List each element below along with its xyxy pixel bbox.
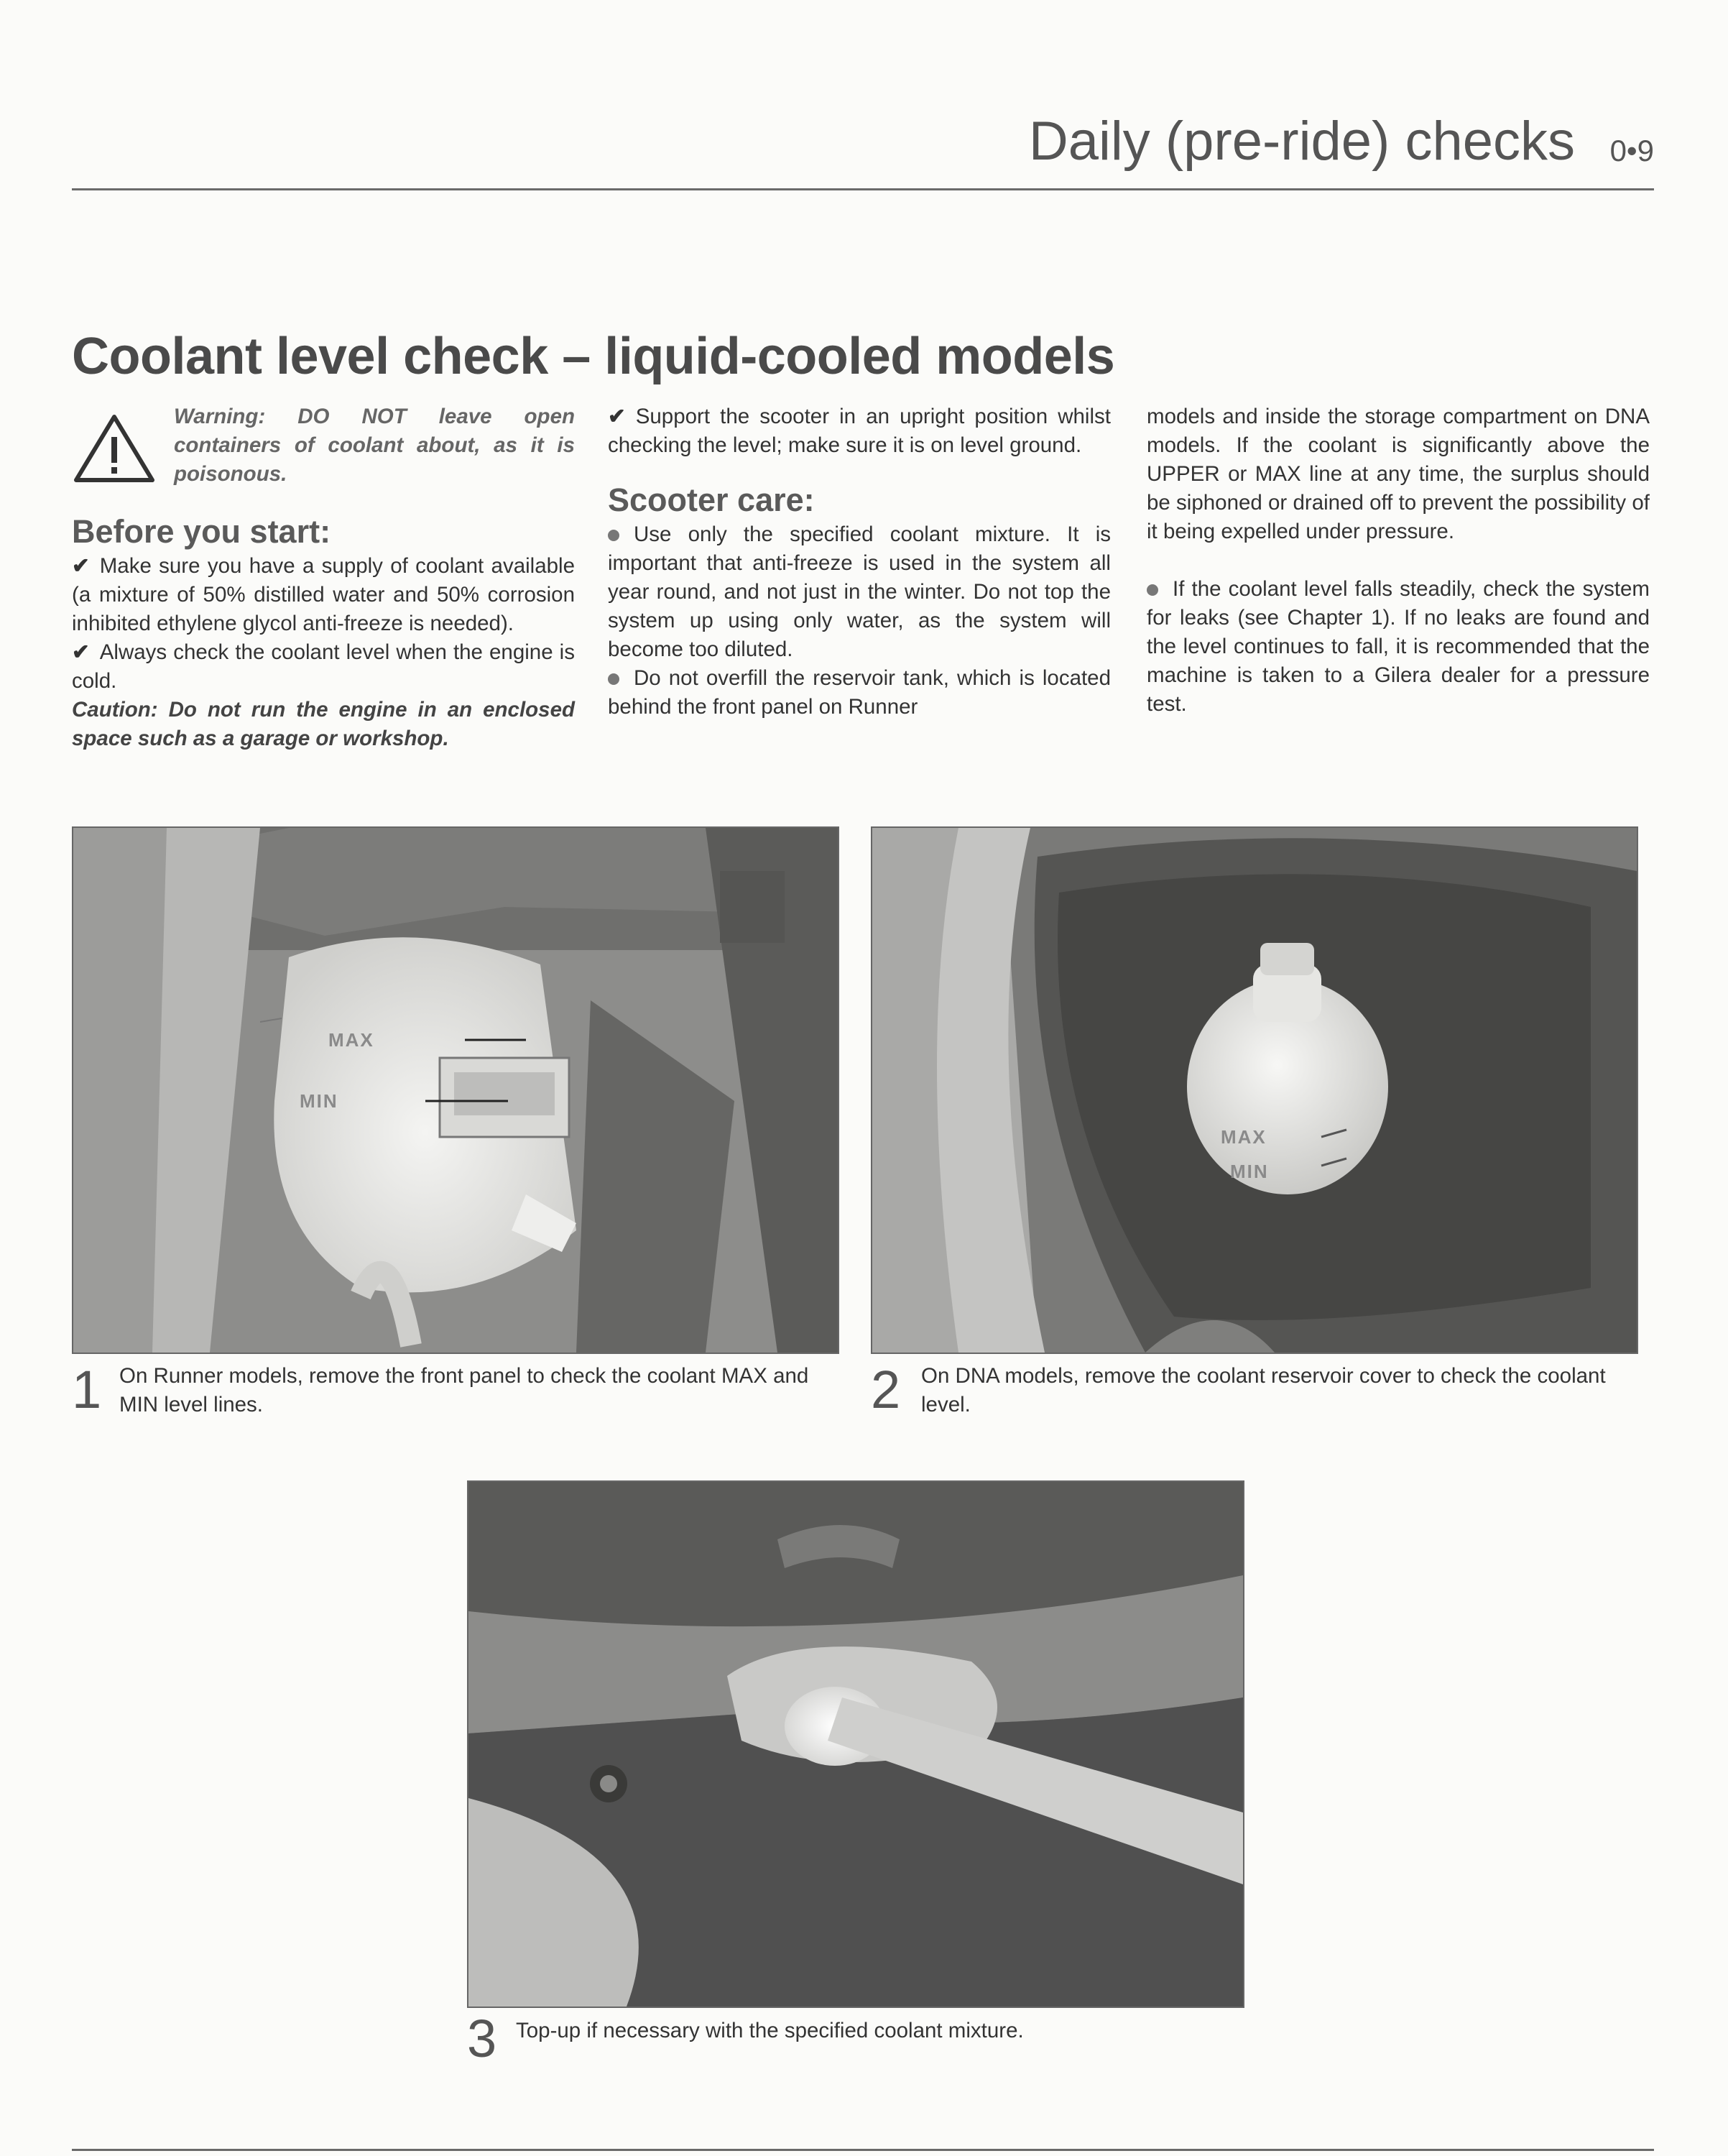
- tick-item: [72, 552, 575, 638]
- caption-text: On Runner models, remove the front panel to check the coolant MAX and MIN level lines.: [119, 1364, 809, 1416]
- tick-text: Support the scooter in an upright position whilst checking the level; make sure it is on level ground.: [608, 405, 1111, 457]
- section-title: Coolant level check – liquid-cooled models: [72, 328, 1115, 385]
- chapter-title: Daily (pre-ride) checks: [1028, 111, 1575, 172]
- before-you-start-heading: Before you start:: [72, 513, 331, 550]
- tick-item: [72, 638, 575, 696]
- min-label: MIN: [300, 1090, 338, 1112]
- bullet-icon: [1147, 584, 1158, 596]
- bullet-text: Use only the specified coolant mixture. It is important that anti-freeze is used in the system all year round, and not just in the winter. Do not top the system up using only water, as the system will become too diluted.: [608, 522, 1111, 661]
- caption-number: 3: [467, 2009, 497, 2068]
- caption-3: [467, 2009, 1242, 2070]
- text-column-2: [608, 402, 1111, 722]
- bullet-item: [1147, 575, 1650, 719]
- photo-image: [872, 828, 1637, 1353]
- bullet-continuation: models and inside the storage compartment on DNA models. If the coolant is significantly above the UPPER or MAX line at any time, the surplus should be siphoned or drained off to prevent the possibility of it being expelled under pressure.: [1147, 405, 1650, 543]
- tick-text: Make sure you have a supply of coolant available (a mixture of 50% distilled water and 50% corrosion inhibited ethylene glycol anti-freeze is needed).: [72, 554, 575, 635]
- warning-box: [72, 402, 575, 510]
- check-mark-icon: ✔: [72, 640, 90, 664]
- caution-text: Caution: Do not run the engine in an enclosed space such as a garage or workshop.: [72, 698, 575, 750]
- bullet-icon: [608, 673, 619, 685]
- caption-2: [871, 1362, 1635, 1434]
- bullet-item: [608, 664, 1111, 722]
- text-column-1: [72, 402, 575, 753]
- max-label: MAX: [1221, 1126, 1267, 1148]
- check-mark-icon: ✔: [608, 405, 626, 428]
- bullet-text: Do not overfill the reservoir tank, which is located behind the front panel on Runner: [608, 666, 1111, 719]
- tick-text: Always check the coolant level when the engine is cold.: [72, 640, 575, 693]
- text-column-3: [1147, 402, 1650, 719]
- bullet-item: [608, 520, 1111, 664]
- check-mark-icon: ✔: [72, 554, 90, 578]
- caption-number: 2: [871, 1360, 901, 1419]
- photo-runner-reservoir: [72, 826, 839, 1354]
- bullet-icon: [608, 530, 619, 541]
- scooter-care-heading: Scooter care:: [608, 482, 815, 518]
- warning-triangle-icon: [72, 413, 157, 484]
- photo-dna-reservoir: [871, 826, 1638, 1354]
- tick-item: [608, 402, 1111, 460]
- min-label: MIN: [1230, 1161, 1269, 1182]
- caption-text: On DNA models, remove the coolant reservoir cover to check the coolant level.: [921, 1364, 1606, 1416]
- photo-image: [468, 1482, 1243, 2007]
- caption-1: [72, 1362, 836, 1434]
- photo-image: [73, 828, 838, 1353]
- photo-topup: [467, 1480, 1244, 2008]
- max-label: MAX: [328, 1029, 374, 1051]
- caption-number: 1: [72, 1360, 102, 1419]
- footer-rule: [72, 2149, 1654, 2151]
- page-number: 0•9: [1609, 134, 1654, 167]
- warning-text: Warning: DO NOT leave open containers of coolant about, as it is poisonous.: [174, 405, 575, 486]
- caption-text: Top-up if necessary with the specified coolant mixture.: [516, 2019, 1024, 2042]
- bullet-text: If the coolant level falls steadily, check the system for leaks (see Chapter 1). If no leaks are found and the level continues to fall, it is recommended that the machine is taken to a Gilera dealer for a pressure test.: [1147, 577, 1650, 716]
- page-header: [72, 108, 1654, 190]
